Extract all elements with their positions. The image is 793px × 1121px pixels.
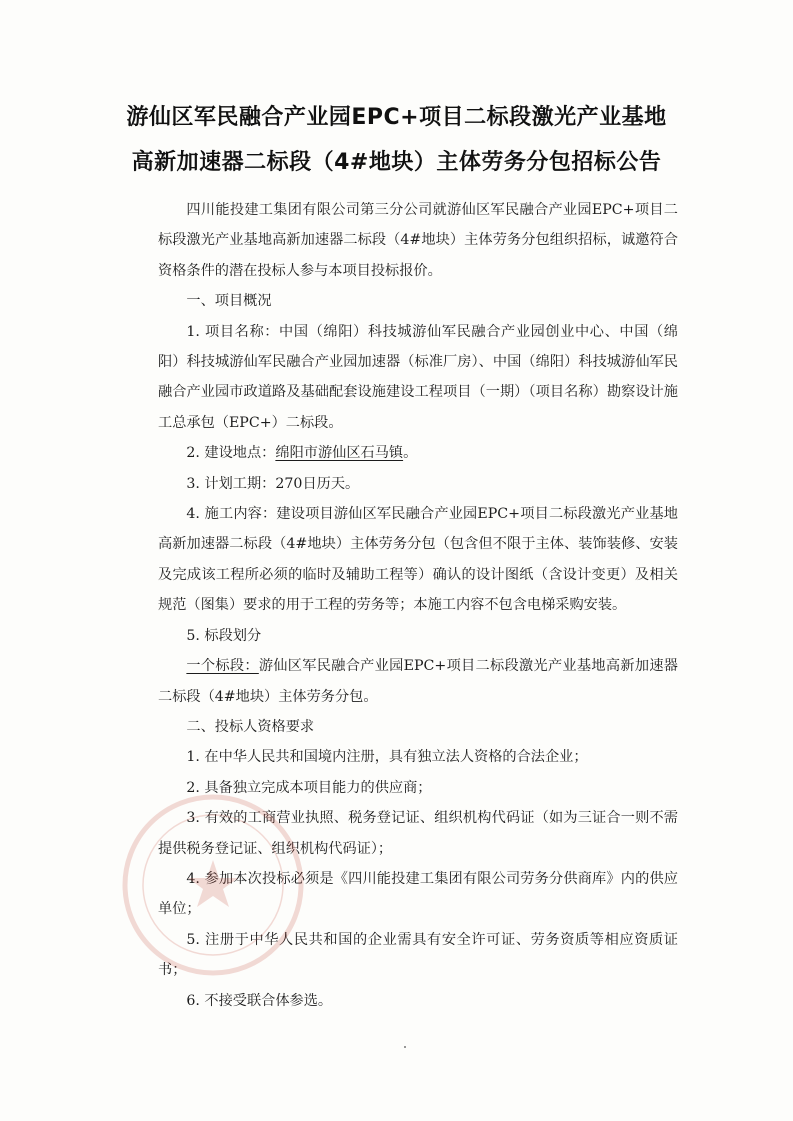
lot-division-item: 5. 标段划分 <box>186 627 262 644</box>
requirement-item: 2. 具备独立完成本项目能力的供应商； <box>186 779 432 796</box>
document-title-line-2: 高新加速器二标段（4#地块）主体劳务分包招标公告 <box>131 150 662 175</box>
section-2-heading: 二、投标人资格要求 <box>186 718 315 735</box>
requirement-item: 4. 参加本次投标必须是《四川能投建工集团有限公司劳务分供商库》内的供应单位； <box>158 870 678 918</box>
scope-item: 4. 施工内容：建设项目游仙区军民融合产业园EPC+项目二标段激光产业基地高新加速器二标段（4#地块）主体劳务分包（包含但不限于主体、装饰装修、安装及完成该工程所必须的临时及辅助工程等）确认的设计图纸（含设计变更）及相关规范（图集）要求的用于工程的劳务等；本施工内容不包含电梯采购安装。 <box>158 506 678 614</box>
lot-description <box>158 651 678 712</box>
location-value: 绵阳市游仙区石马镇 <box>275 445 404 462</box>
location-end: 。 <box>403 445 418 462</box>
lot-value: 游仙区军民融合产业园EPC+项目二标段激光产业基地高新加速器二标段（4#地块）主体劳务分包。 <box>158 658 678 705</box>
lot-label: 一个标段： <box>186 658 259 675</box>
schedule-item: 3. 计划工期：270日历天。 <box>186 475 360 492</box>
section-1-heading: 一、项目概况 <box>186 293 272 310</box>
requirement-item: 6. 不接受联合体参选。 <box>186 992 333 1009</box>
intro-paragraph: 四川能投建工集团有限公司第三分公司就游仙区军民融合产业园EPC+项目二标段激光产业基地高新加速器二标段（4#地块）主体劳务分包组织招标，诚邀符合资格条件的潜在投标人参与本项目投标报价。 <box>158 202 678 279</box>
requirement-item: 5. 注册于中华人民共和国的企业需具有安全许可证、劳务资质等相应资质证书； <box>158 931 678 979</box>
scan-speck <box>404 1046 406 1048</box>
requirement-item: 3. 有效的工商营业执照、税务登记证、组织机构代码证（如为三证合一则不需提供税务登记证、组织机构代码证）； <box>158 810 678 857</box>
project-name-item: 1. 项目名称：中国（绵阳）科技城游仙军民融合产业园创业中心、中国（绵阳）科技城游仙军民融合产业园加速器（标准厂房）、中国（绵阳）科技城游仙军民融合产业园市政道路及基础配套设施建设工程项目（一期）（项目名称）勘察设计施工总承包（EPC+）二标段。 <box>158 323 678 431</box>
requirement-item: 1. 在中华人民共和国境内注册，具有独立法人资格的合法企业； <box>186 749 588 766</box>
location-label: 2. 建设地点： <box>186 445 276 462</box>
location-item <box>158 438 678 468</box>
document-title-line-1: 游仙区军民融合产业园EPC+项目二标段激光产业基地 <box>126 105 667 130</box>
document-body <box>158 195 678 1016</box>
